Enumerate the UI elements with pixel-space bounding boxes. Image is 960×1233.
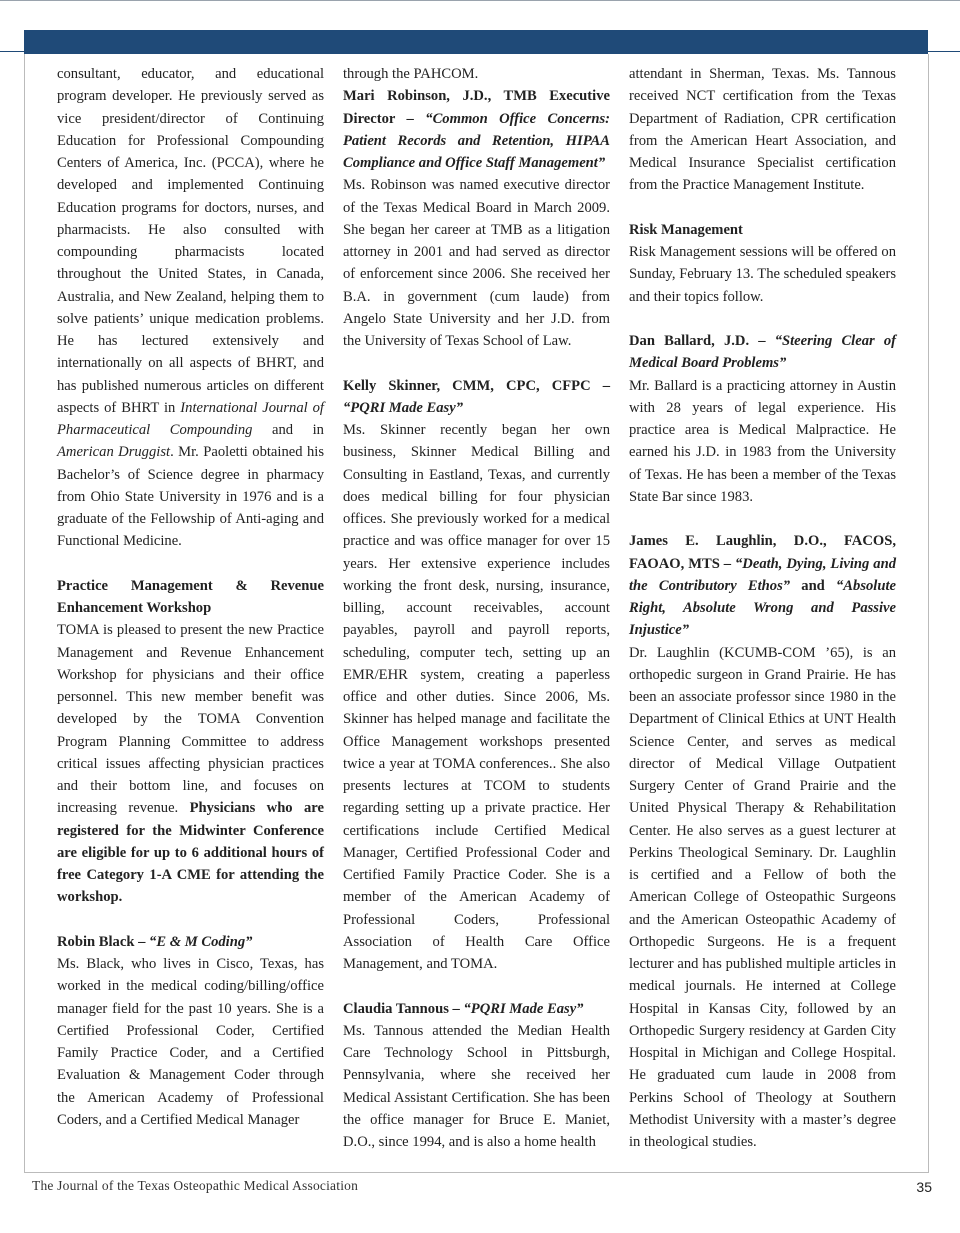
speaker-bio-tannous: Ms. Tannous attended the Median Health Care Technology School in Pittsburgh, Pennsylvania, where she received her Medical Assistant Certification. She has been the office manager for Bruce E. Maniet, D.O., since 1994, and is also a home health [343, 1022, 610, 1150]
journal-title: American Druggist [57, 444, 171, 461]
risk-management-heading: Risk Management [629, 221, 743, 238]
header-band [24, 30, 928, 54]
frame-left-border [24, 54, 25, 1172]
column-1 [57, 63, 324, 1131]
column-3 [629, 63, 896, 1153]
speaker-heading-tannous: Claudia Tannous – “PQRI Made Easy” [343, 1000, 584, 1017]
speaker-bio-robinson: Ms. Robinson was named executive director of the Texas Medical Board in March 2009. She began her career at TMB as a litigation attorney in 2001 and had served as director of enforcement since 2006. She received her B.A. in government (cum laude) from Angelo State University and her J.D. from the University of Texas School of Law. [343, 177, 610, 349]
speaker-bio-laughlin: Dr. Laughlin (KCUMB-COM ’65), is an orthopedic surgeon in Grand Prairie. He has been an associate professor since 1980 in the Department of Clinical Ethics at UNT Health Science Center, and serves as medical director of Medical Village Outpatient Surgery Center of Grand Prairie and the United Physical Therapy & Rehabilitation Center. He also serves as a guest lecturer at Perkins Theological Seminary. Dr. Laughlin is certified and a Fellow of both the American College of Osteopathic Surgeons and the American Osteopathic Academy of Orthopedic Surgeons. He is a frequent lecturer and has published multiple articles in medical journals. He interned at College Hospital in Kansas City, followed by an Orthopedic Surgery residency at Garden City Hospital in Michigan and College Hospital. He graduated cum laude in 2008 from Perkins School of Theology at Southern Methodist University with a master’s degree in theological studies. [629, 644, 896, 1150]
speaker-heading-black: Robin Black – “E & M Coding” [57, 933, 253, 950]
tannous-bio-continued: attendant in Sherman, Texas. Ms. Tannous received NCT certification from the Texas Department of Radiation, CPR certification from the American Heart Association, and Medical Insurance Specialist certification from the Practice Management Institute. [629, 66, 896, 194]
header-band-line-right [928, 51, 960, 52]
speaker-bio-black: Ms. Black, who lives in Cisco, Texas, has worked in the medical coding/billing/office manager field for the past 10 years. She is a Certified Professional Coder, Certified Family Practice Coder, and a Certified Evaluation & Management Coder through the American Academy of Professional Coders, and a Certified Medical Manager [57, 956, 324, 1128]
cme-notice: Physicians who are registered for the Midwinter Conference are eligible for up to 6 additional hours of free Category 1-A CME for attending the workshop. [57, 800, 324, 906]
black-bio-continued: through the PAHCOM. [343, 66, 479, 82]
speaker-heading-ballard: Dan Ballard, J.D. – “Steering Clear of Medical Board Problems” [629, 333, 897, 372]
top-rule [0, 0, 960, 1]
footer-journal-title: The Journal of the Texas Osteopathic Medical Association [32, 1178, 359, 1193]
frame-bottom-border [24, 1172, 929, 1173]
header-band-line-left [0, 51, 24, 52]
speaker-heading-laughlin: James E. Laughlin, D.O., FACOS, FAOAO, MTS – “Death, Dying, Living and the Contributory Ethos” and “Absolute Right, Absolute Wrong and Passive Injustice” [629, 533, 897, 639]
speaker-heading-skinner: Kelly Skinner, CMM, CPC, CFPC – “PQRI Made Easy” [343, 377, 610, 416]
risk-management-intro: Risk Management sessions will be offered on Sunday, February 13. The scheduled speakers and their topics follow. [629, 244, 896, 305]
paoletti-bio-continued: consultant, educator, and educational program developer. He previously served as vice president/director of Continuing Education for Professional Compounding Centers of America, Inc. (PCCA), where he developed and implemented Continuing Education programs for doctors, nurses, and pharmacists. He also consulted with compounding pharmacists located throughout the United States, in Canada, Australia, and New Zealand, helping them to solve patients’ unique medication problems. He has lectured extensively and internationally on all aspects of BHRT, and has published numerous articles on different aspects of BHRT in International Journal of Pharmaceutical Compounding and in American Druggist. Mr. Paoletti obtained his Bachelor’s of Science degree in pharmacy from Ohio State University in 1976 and is a graduate of the Fellowship of Anti-aging and Functional Medicine. [57, 66, 324, 550]
column-2 [343, 63, 610, 1153]
workshop-description: TOMA is pleased to present the new Practice Management and Revenue Enhancement Workshop for physicians and their office personnel. This new member benefit was developed by the TOMA Convention Program Planning Committee to address critical issues affecting physician practices and their bottom line, and focuses on increasing revenue. Physicians who are registered for the Midwinter Conference are eligible for up to 6 additional hours of free Category 1-A CME for attending the workshop. [57, 622, 324, 906]
speaker-bio-skinner: Ms. Skinner recently began her own business, Skinner Medical Billing and Consulting in Eastland, Texas, and currently does medical billing for four physician offices. She previously worked for a medical practice and was office manager for over 15 years. Her extensive experience includes working the front desk, nursing, insurance, billing, account receivables, account payables, payroll and payroll reports, scheduling, computer tech, setting up an EMR/EHR system, creating a paperless office and other duties. Since 2006, Ms. Skinner has helped manage and facilitate the Office Management workshops presented twice a year at TOMA conferences.. She also presents lectures at TCOM to students regarding setting up a private practice. Her certifications include Certified Medical Manager, Certified Professional Coder and Certified Family Practice Coder. She is a member of the American Academy of Professional Coders, Professional Association of Health Care Office Management, and TOMA. [343, 422, 610, 972]
page-number: 35 [916, 1179, 932, 1195]
speaker-heading-robinson: Mari Robinson, J.D., TMB Executive Director – “Common Office Concerns: Patient Records and Retention, HIPAA Compliance and Office Staff Management” [343, 88, 610, 171]
journal-title: International Journal of Pharmaceutical Compounding [57, 399, 324, 438]
frame-right-border [928, 54, 929, 1172]
speaker-bio-ballard: Mr. Ballard is a practicing attorney in Austin with 28 years of legal experience. His practice area is Medical Malpractice. He earned his J.D. in 1983 from the University of Texas. He has been a member of the Texas State Bar since 1983. [629, 377, 896, 505]
workshop-heading: Practice Management & Revenue Enhancement Workshop [57, 577, 324, 616]
